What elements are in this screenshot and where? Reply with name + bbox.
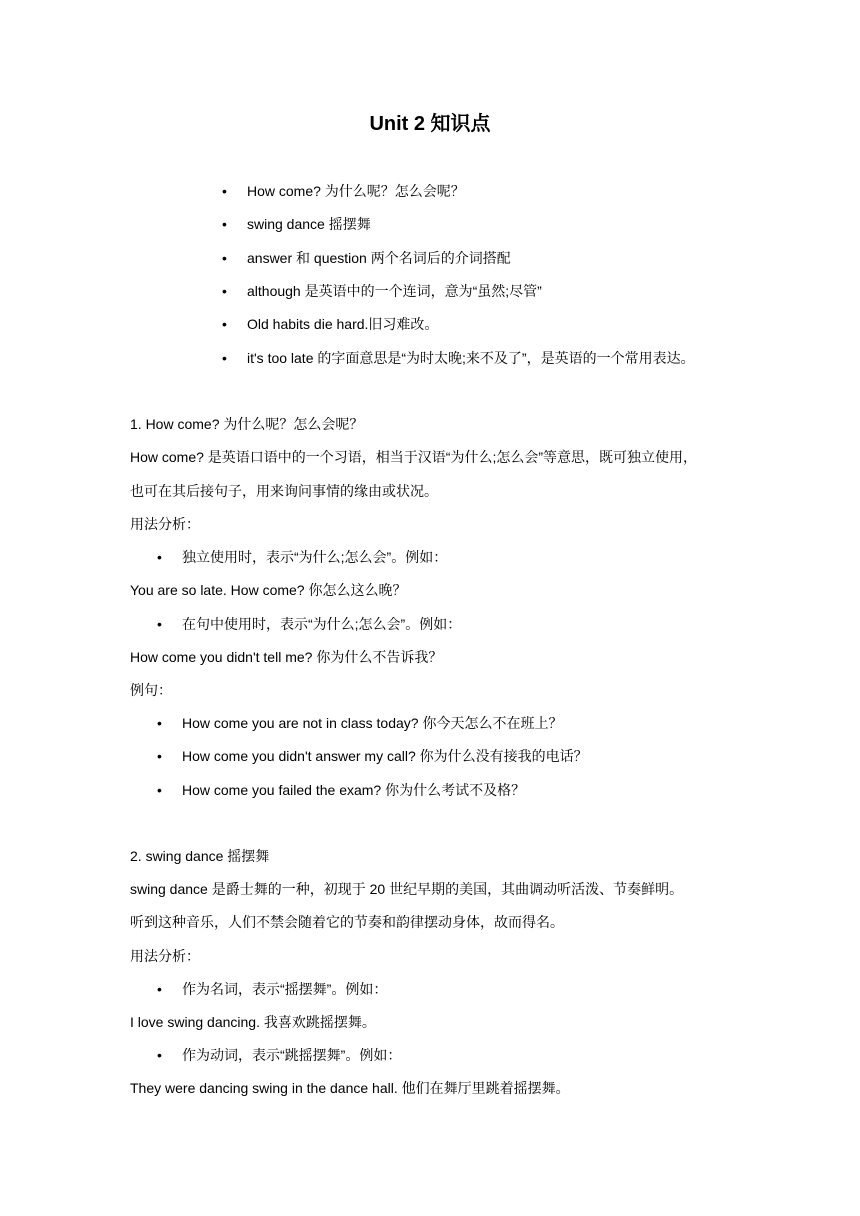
summary-item: swing dance 摇摆舞 <box>247 216 371 232</box>
bullet-icon: • <box>157 549 162 565</box>
bullet-icon: • <box>157 782 162 798</box>
example-item: How come you didn't answer my call? 你为什么没有接我的电话？ <box>182 748 588 764</box>
section-heading: 2. swing dance 摇摆舞 <box>130 848 270 864</box>
example-item: How come you failed the exam? 你为什么考试不及格？ <box>182 782 526 798</box>
usage-item: 作为名词，表示“摇摆舞”。例如： <box>182 981 388 997</box>
paragraph-line: How come? 是英语口语中的一个习语，相当于汉语“为什么;怎么会”等意思，既可独立使用， <box>130 449 698 465</box>
summary-item: How come? 为什么呢？怎么会呢？ <box>247 183 465 199</box>
bullet-icon: • <box>222 183 227 199</box>
bullet-icon: • <box>222 216 227 232</box>
usage-item: 在句中使用时，表示“为什么;怎么会”。例如： <box>182 616 462 632</box>
bullet-icon: • <box>157 715 162 731</box>
bullet-icon: • <box>222 283 227 299</box>
example-sentence: They were dancing swing in the dance hall. 他们在舞厅里跳着摇摆舞。 <box>130 1080 570 1096</box>
summary-item: although 是英语中的一个连词，意为“虽然;尽管” <box>247 283 542 299</box>
page-title: Unit 2 知识点 <box>369 113 491 135</box>
bullet-icon: • <box>222 250 227 266</box>
example-sentence: How come you didn't tell me? 你为什么不告诉我？ <box>130 649 443 665</box>
usage-item: 作为动词，表示“跳摇摆舞”。例如： <box>182 1047 402 1063</box>
example-sentence: You are so late. How come? 你怎么这么晚？ <box>130 582 407 598</box>
bullet-icon: • <box>222 316 227 332</box>
section-heading: 1. How come? 为什么呢？怎么会呢？ <box>130 416 364 432</box>
summary-item: Old habits die hard.旧习难改。 <box>247 316 439 332</box>
paragraph-line: 也可在其后接句子，用来询问事情的缘由或状况。 <box>130 483 438 499</box>
bullet-icon: • <box>157 748 162 764</box>
paragraph-line: 听到这种音乐，人们不禁会随着它的节奏和韵律摆动身体，故而得名。 <box>130 914 564 930</box>
usage-label: 用法分析： <box>130 948 200 964</box>
paragraph-line: swing dance 是爵士舞的一种，初现于 20 世纪早期的美国，其曲调动听活泼、节奏鲜明。 <box>130 881 684 897</box>
usage-label: 用法分析： <box>130 516 200 532</box>
usage-item: 独立使用时，表示“为什么;怎么会”。例如： <box>182 549 448 565</box>
bullet-icon: • <box>157 616 162 632</box>
examples-label: 例句： <box>130 682 172 698</box>
summary-item: it's too late 的字面意思是“为时太晚;来不及了”，是英语的一个常用表达。 <box>247 350 695 366</box>
example-sentence: I love swing dancing. 我喜欢跳摇摆舞。 <box>130 1014 376 1030</box>
summary-item: answer 和 question 两个名词后的介词搭配 <box>247 250 511 266</box>
bullet-icon: • <box>157 981 162 997</box>
bullet-icon: • <box>157 1047 162 1063</box>
example-item: How come you are not in class today? 你今天怎么不在班上？ <box>182 715 563 731</box>
bullet-icon: • <box>222 350 227 366</box>
